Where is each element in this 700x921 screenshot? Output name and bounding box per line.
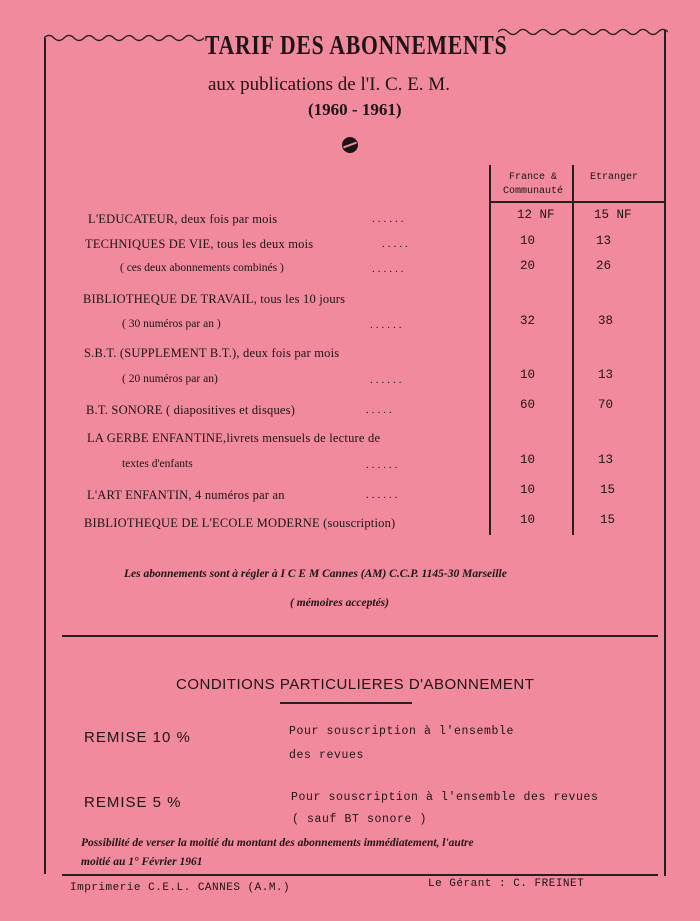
row-bt-france: 32 (520, 314, 536, 328)
row-dots: ...... (366, 459, 401, 471)
row-dots: ...... (366, 489, 401, 501)
row-bem-france: 10 (520, 513, 536, 527)
row-dots: ...... (372, 263, 407, 275)
page-years: (1960 - 1961) (308, 100, 402, 119)
page-subtitle: aux publications de l'I. C. E. M. (208, 74, 450, 95)
row-gerbe-france: 10 (520, 453, 536, 467)
row-bt-etranger: 38 (598, 314, 614, 328)
remise-10-text-2: des revues (289, 749, 365, 762)
remise-10-text-1: Pour souscription à l'ensemble (289, 725, 515, 738)
payment-line-2: ( mémoires acceptés) (290, 597, 389, 609)
row-bt-sonore-label: B.T. SONORE ( diapositives et disques) (86, 403, 296, 417)
row-bt-detail: ( 30 numéros par an ) (122, 318, 221, 330)
row-techniques-france: 10 (520, 234, 536, 248)
col-header-france-line2: Communauté (502, 186, 563, 197)
remise-10-label: REMISE 10 % (84, 729, 191, 746)
row-bt-sonore-etranger: 70 (598, 398, 614, 412)
row-gerbe-label: LA GERBE ENFANTINE,livrets mensuels de lecture de (87, 431, 381, 445)
row-techniques-etranger: 13 (596, 234, 612, 248)
row-dots: ..... (366, 404, 395, 416)
table-header-rule (489, 201, 665, 203)
frame-right-border (664, 30, 666, 876)
row-art-enfantin-france: 10 (520, 483, 536, 497)
table-col-divider-left (489, 165, 491, 535)
row-combined-label: ( ces deux abonnements combinés ) (120, 262, 284, 274)
row-dots: ..... (382, 238, 411, 250)
row-dots: ...... (372, 213, 407, 225)
row-educateur-france: 12 NF (517, 208, 555, 222)
row-dots: ...... (370, 374, 405, 386)
row-bt-sonore-france: 60 (520, 398, 536, 412)
frame-top-wave-left (44, 32, 204, 44)
frame-left-border (44, 38, 46, 874)
row-techniques-label: TECHNIQUES DE VIE, tous les deux mois (85, 237, 314, 251)
col-header-france (492, 171, 574, 199)
footer-manager: Le Gérant : C. FREINET (428, 878, 585, 890)
row-gerbe-detail: textes d'enfants (122, 458, 193, 470)
installment-note-2: moitié au 1° Février 1961 (81, 856, 203, 868)
row-art-enfantin-label: L'ART ENFANTIN, 4 numéros par an (87, 488, 285, 502)
conditions-title-underline (280, 702, 412, 704)
table-col-divider-middle (572, 165, 574, 535)
frame-top-wave-right (498, 26, 668, 38)
row-bem-etranger: 15 (600, 513, 616, 527)
row-sbt-label: S.B.T. (SUPPLEMENT B.T.), deux fois par mois (84, 346, 340, 360)
row-sbt-detail: ( 20 numéros par an) (122, 373, 218, 385)
row-gerbe-etranger: 13 (598, 453, 614, 467)
row-sbt-france: 10 (520, 368, 536, 382)
payment-line-1: Les abonnements sont à régler à I C E M Cannes (AM) C.C.P. 1145-30 Marseille (124, 568, 507, 580)
remise-5-label: REMISE 5 % (84, 794, 182, 811)
conditions-title: CONDITIONS PARTICULIERES D'ABONNEMENT (176, 676, 535, 693)
row-bem-label: BIBLIOTHEQUE DE L'ECOLE MODERNE (souscription) (84, 516, 396, 530)
row-bt-label: BIBLIOTHEQUE DE TRAVAIL, tous les 10 jours (83, 292, 346, 306)
row-sbt-etranger: 13 (598, 368, 614, 382)
remise-5-text-2: ( sauf BT sonore ) (292, 813, 428, 826)
section-divider (62, 635, 658, 637)
row-combined-etranger: 26 (596, 259, 612, 273)
page-title: TARIF DES ABONNEMENTS (205, 30, 508, 60)
col-header-france-line1: France & (508, 172, 557, 183)
row-dots: ...... (370, 319, 405, 331)
row-educateur-label: L'EDUCATEUR, deux fois par mois (88, 212, 278, 226)
row-educateur-etranger: 15 NF (594, 208, 632, 222)
remise-5-text-1: Pour souscription à l'ensemble des revues (291, 791, 599, 804)
installment-note-1: Possibilité de verser la moitié du montant des abonnements immédiatement, l'autre (81, 837, 474, 849)
footer-rule (62, 874, 658, 876)
col-header-etranger: Etranger (589, 172, 638, 183)
row-combined-france: 20 (520, 259, 536, 273)
footer-printer: Imprimerie C.E.L. CANNES (A.M.) (70, 882, 291, 894)
row-art-enfantin-etranger: 15 (600, 483, 616, 497)
icem-logo-icon (342, 137, 358, 153)
